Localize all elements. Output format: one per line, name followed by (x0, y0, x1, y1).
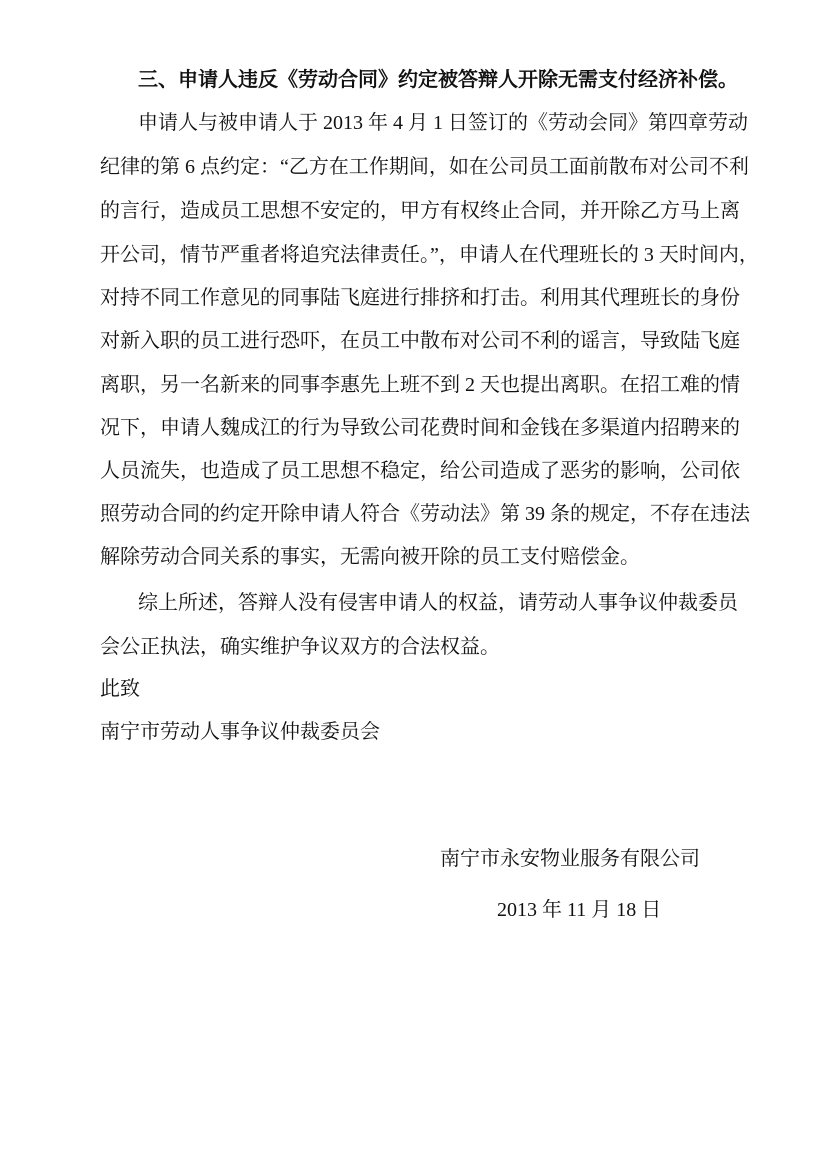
paragraph-line: 开公司，情节严重者将追究法律责任。”，申请人在代理班长的 3 天时间内， (100, 244, 759, 266)
signature-date: 2013 年 11 月 18 日 (497, 899, 662, 921)
recipient: 南宁市劳动人事争议仲裁委员会 (100, 721, 380, 743)
paragraph-line: 的言行，造成员工思想不安定的，甲方有权终止合同，并开除乙方马上离 (100, 200, 740, 222)
paragraph-line: 纪律的第 6 点约定：“乙方在工作期间，如在公司员工面前散布对公司不利 (100, 156, 749, 178)
paragraph-line: 申请人与被申请人于 2013 年 4 月 1 日签订的《劳动会同》第四章劳动 (138, 112, 748, 134)
paragraph-line: 对持不同工作意见的同事陆飞庭进行排挤和打击。利用其代理班长的身份 (100, 287, 740, 309)
paragraph-line: 照劳动合同的约定开除申请人符合《劳动法》第 39 条的规定，不存在违法 (100, 503, 750, 525)
paragraph-line: 综上所述，答辩人没有侵害申请人的权益，请劳动人事争议仲裁委员 (138, 592, 738, 614)
paragraph-line: 人员流失，也造成了员工思想不稳定，给公司造成了恶劣的影响，公司依 (100, 460, 740, 482)
section-title: 三、申请人违反《劳动合同》约定被答辩人开除无需支付经济补偿。 (138, 69, 738, 91)
paragraph-line: 况下，申请人魏成江的行为导致公司花费时间和金钱在多渠道内招聘来的 (100, 417, 740, 439)
paragraph-line: 离职，另一名新来的同事李惠先上班不到 2 天也提出离职。在招工难的情 (100, 374, 740, 396)
closing: 此致 (100, 678, 140, 700)
paragraph-line: 解除劳动合同关系的事实，无需向被开除的员工支付赔偿金。 (100, 546, 640, 568)
paragraph-line: 会公正执法，确实维护争议双方的合法权益。 (100, 636, 500, 658)
paragraph-line: 对新入职的员工进行恐吓，在员工中散布对公司不利的谣言，导致陆飞庭 (100, 330, 740, 352)
signature-company: 南宁市永安物业服务有限公司 (440, 848, 700, 870)
